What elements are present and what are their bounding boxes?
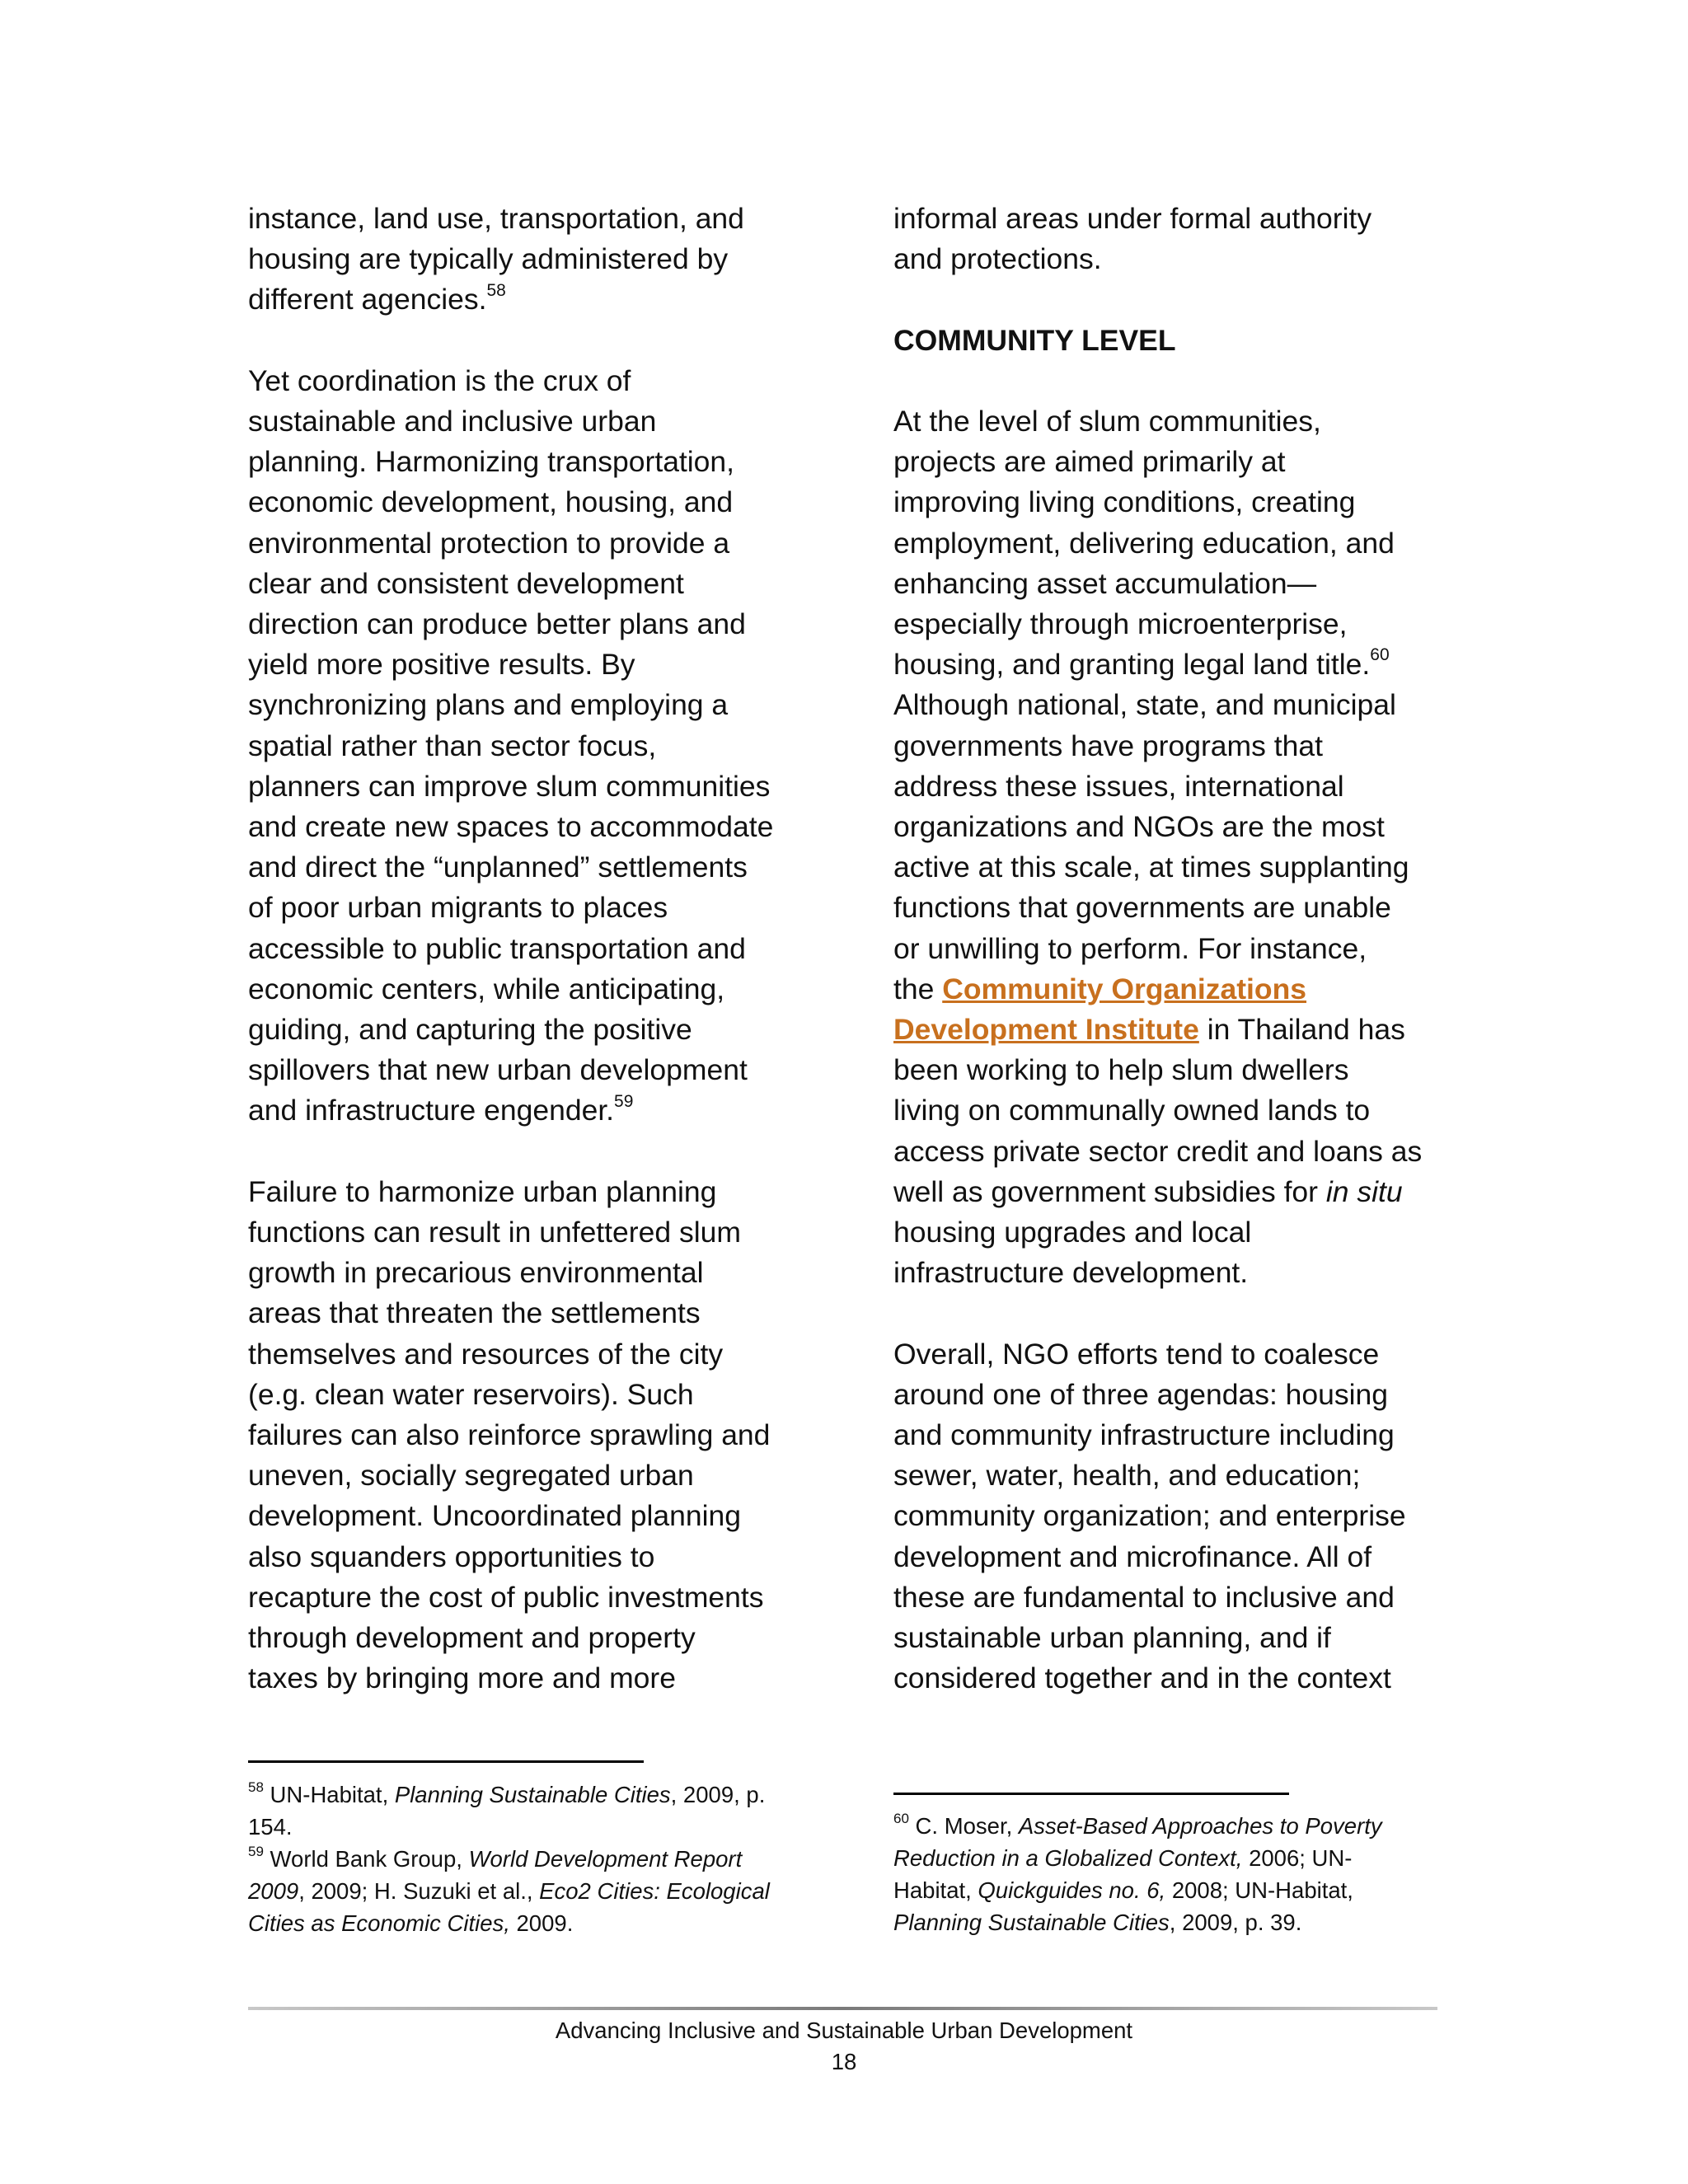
footnote-text: , 2009, p. 39. — [1169, 1910, 1302, 1935]
footnote-title: Asset-Based Approaches to Poverty — [1018, 1813, 1382, 1839]
text-line: the — [893, 972, 943, 1005]
text-line: projects are aimed primarily at — [893, 445, 1286, 479]
text-line: especially through microenterprise, — [893, 607, 1348, 640]
text-line: and community infrastructure including — [893, 1418, 1395, 1452]
footnote-ref-58[interactable]: 58 — [486, 280, 506, 300]
footnote-59 — [248, 1843, 825, 1939]
text-line: and protections. — [893, 242, 1102, 276]
text-line: these are fundamental to inclusive and — [893, 1580, 1395, 1614]
text-line: Although national, state, and municipal — [893, 688, 1396, 722]
footnote-title: Planning Sustainable Cities — [893, 1910, 1170, 1935]
paragraph — [248, 199, 825, 321]
text-line: employment, delivering education, and — [893, 526, 1395, 560]
text-line: At the level of slum communities, — [893, 404, 1321, 438]
text-line: or unwilling to perform. For instance, — [893, 931, 1367, 965]
text-line: sustainable urban planning, and if — [893, 1621, 1331, 1655]
text-line: economic centers, while anticipating, — [248, 972, 725, 1005]
footnote-title: Eco2 Cities: Ecological — [539, 1878, 770, 1904]
text-line: (e.g. clean water reservoirs). Such — [248, 1377, 694, 1411]
footnote-text: 2009. — [509, 1910, 574, 1936]
footnote-title: Planning Sustainable Cities — [394, 1782, 671, 1807]
text-line: housing upgrades and local — [893, 1216, 1252, 1249]
text-line: themselves and resources of the city — [248, 1337, 724, 1371]
right-column — [893, 199, 1462, 1699]
footnote-58 — [248, 1779, 825, 1843]
text-line: taxes by bringing more and more — [248, 1661, 676, 1695]
text-line: recapture the cost of public investments — [248, 1580, 764, 1614]
text-line: governments have programs that — [893, 729, 1323, 762]
text-line: organizations and NGOs are the most — [893, 810, 1385, 844]
text-line: address these issues, international — [893, 769, 1344, 803]
text-line: of poor urban migrants to places — [248, 891, 668, 925]
text-line: considered together and in the context — [893, 1661, 1391, 1695]
text-line: Failure to harmonize urban planning — [248, 1174, 717, 1208]
text-line: and direct the “unplanned” settlements — [248, 851, 748, 884]
text-line: planning. Harmonizing transportation, — [248, 445, 735, 479]
footnote-title: World Development Report — [468, 1846, 743, 1872]
footnote-text: , 2009, p. — [670, 1782, 766, 1807]
footnote-text: UN-Habitat, — [263, 1782, 395, 1807]
text-line: also squanders opportunities to — [248, 1540, 655, 1573]
text-line: environmental protection to provide a — [248, 526, 730, 560]
text-line: infrastructure development. — [893, 1256, 1249, 1290]
footnote-text: Habitat, — [893, 1877, 978, 1903]
text-line: and infrastructure engender. — [248, 1094, 615, 1127]
text-line: growth in precarious environmental — [248, 1256, 704, 1290]
text-line: development and microfinance. All of — [893, 1540, 1372, 1573]
page-number: 18 — [831, 2049, 857, 2074]
text-line: around one of three agendas: housing — [893, 1377, 1389, 1411]
text-line: housing, and granting legal land title. — [893, 648, 1371, 682]
paragraph — [248, 361, 825, 1132]
footnote-number: 60 — [893, 1810, 909, 1826]
text-line: Overall, NGO efforts tend to coalesce — [893, 1337, 1380, 1371]
footnote-text: , 2009; H. Suzuki et al., — [298, 1878, 540, 1904]
footnotes-left — [248, 1779, 825, 1939]
footnote-text: 154. — [248, 1814, 293, 1840]
italic-term: in situ — [1325, 1174, 1403, 1208]
footnote-ref-59[interactable]: 59 — [614, 1091, 634, 1111]
footnote-text: 2006; UN- — [1242, 1845, 1353, 1871]
text-line: clear and consistent development — [248, 566, 684, 600]
text-line: been working to help slum dwellers — [893, 1053, 1349, 1087]
text-line: access private sector credit and loans as — [893, 1134, 1423, 1168]
text-line: in Thailand has — [1198, 1013, 1405, 1047]
text-line: active at this scale, at times supplanting — [893, 851, 1409, 884]
footnote-text: World Bank Group, — [263, 1846, 469, 1872]
left-column — [248, 199, 825, 1699]
text-line: areas that threaten the settlements — [248, 1296, 701, 1330]
text-line: spillovers that new urban development — [248, 1053, 748, 1087]
text-line: sewer, water, health, and education; — [893, 1459, 1361, 1493]
text-line: and create new spaces to accommodate — [248, 810, 774, 844]
section-heading: COMMUNITY LEVEL — [893, 323, 1176, 357]
text-line: functions that governments are unable — [893, 891, 1391, 925]
text-line: synchronizing plans and employing a — [248, 688, 729, 722]
footnote-text: 2008; UN-Habitat, — [1165, 1877, 1353, 1903]
text-line: informal areas under formal authority — [893, 202, 1372, 235]
footnote-title: Reduction in a Globalized Context, — [893, 1845, 1243, 1871]
text-line: uneven, socially segregated urban — [248, 1459, 694, 1493]
development-institute-link[interactable]: Development Institute — [893, 1013, 1199, 1047]
text-line: economic development, housing, and — [248, 485, 734, 519]
paragraph — [893, 401, 1462, 1293]
text-line: housing are typically administered by — [248, 242, 729, 276]
text-line: instance, land use, transportation, and — [248, 202, 744, 235]
text-line: improving living conditions, creating — [893, 485, 1356, 519]
footnote-ref-60[interactable]: 60 — [1370, 645, 1390, 665]
text-line: guiding, and capturing the positive — [248, 1013, 692, 1047]
paragraph — [893, 1334, 1462, 1699]
text-line: failures can also reinforce sprawling and — [248, 1418, 771, 1452]
text-line: direction can produce better plans and — [248, 607, 746, 641]
footnote-title: 2009 — [248, 1878, 299, 1904]
footnotes-right — [893, 1810, 1462, 1938]
text-line: sustainable and inclusive urban — [248, 405, 657, 438]
text-line: well as government subsidies for — [893, 1174, 1326, 1208]
text-line: yield more positive results. By — [248, 648, 635, 682]
footer-divider — [248, 2007, 1437, 2010]
text-line: enhancing asset accumulation— — [893, 566, 1317, 600]
footnote-separator — [248, 1760, 644, 1763]
footnote-60 — [893, 1810, 1462, 1938]
community-organizations-link[interactable]: Community Organizations — [942, 972, 1307, 1005]
text-line: functions can result in unfettered slum — [248, 1216, 741, 1249]
text-line: Yet coordination is the crux of — [248, 363, 631, 397]
text-line: through development and property — [248, 1621, 696, 1655]
footnote-separator — [893, 1793, 1289, 1795]
paragraph — [248, 1172, 825, 1699]
paragraph — [893, 199, 1462, 279]
text-line: development. Uncoordinated planning — [248, 1499, 742, 1533]
footnote-text: C. Moser, — [908, 1813, 1019, 1839]
footnote-title: Quickguides no. 6, — [978, 1877, 1166, 1903]
text-line: living on communally owned lands to — [893, 1094, 1371, 1127]
footnote-title: Cities as Economic Cities, — [248, 1910, 510, 1936]
footer-title: Advancing Inclusive and Sustainable Urban Development — [555, 2018, 1133, 2043]
footnote-number: 58 — [248, 1779, 264, 1795]
text-line: different agencies. — [248, 283, 487, 316]
text-line: planners can improve slum communities — [248, 769, 771, 803]
text-line: spatial rather than sector focus, — [248, 729, 657, 762]
footnote-number: 59 — [248, 1843, 264, 1859]
text-line: accessible to public transportation and — [248, 931, 746, 965]
text-line: community organization; and enterprise — [893, 1499, 1406, 1533]
